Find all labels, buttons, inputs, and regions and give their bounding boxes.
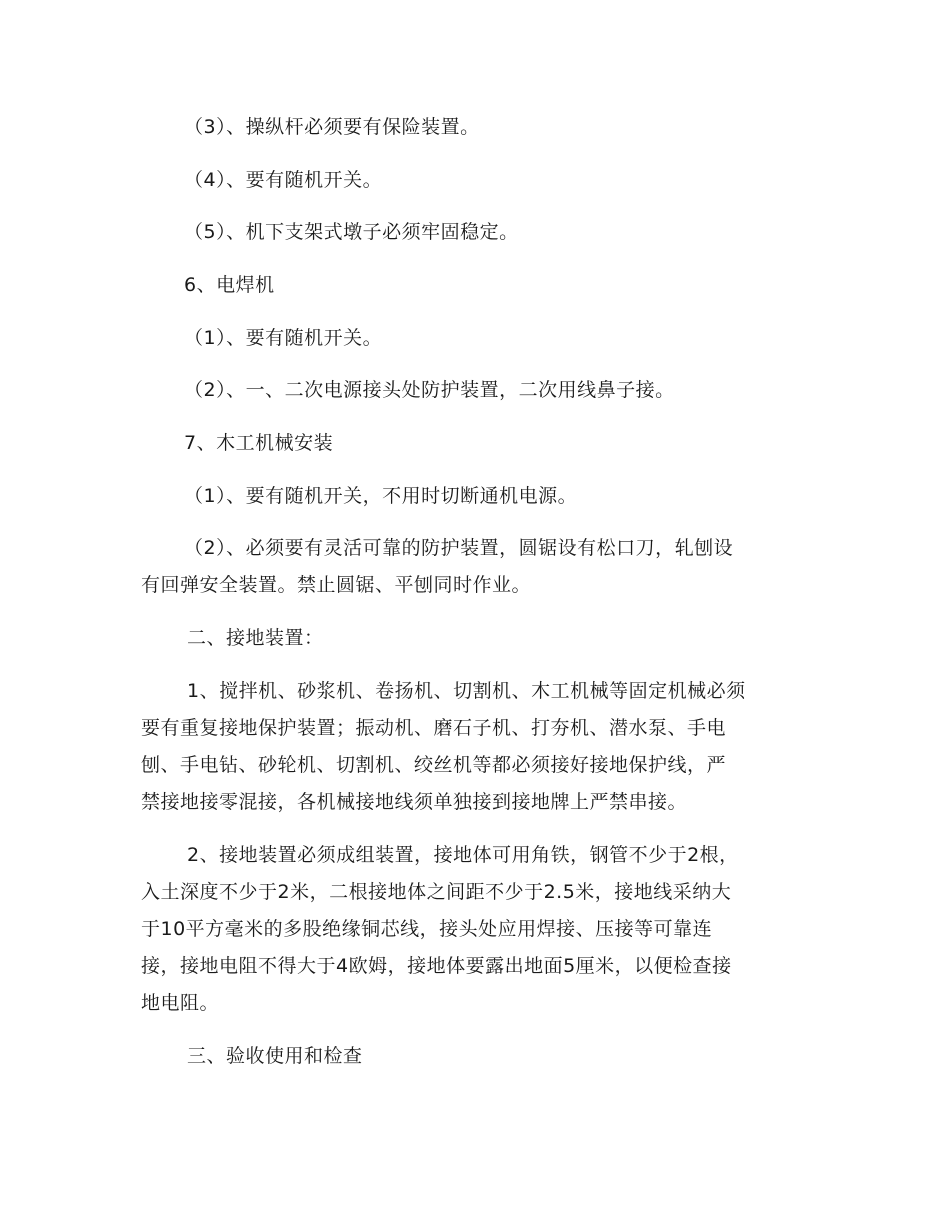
paragraph-grounding-2-line-4: 接，接地电阻不得大于4欧姆，接地体要露出地面5厘米，以便检查接	[141, 955, 732, 977]
paragraph-grounding-1-line-4: 禁接地接零混接，各机械接地线须单独接到接地牌上严禁串接。	[141, 791, 688, 813]
list-item-3-lever-safety: （3）、操纵杆必须要有保险装置。	[184, 116, 480, 138]
list-item-4-switch: （4）、要有随机开关。	[184, 169, 383, 191]
section-heading-inspection: 三、验收使用和检查	[187, 1045, 363, 1067]
paragraph-grounding-1-line-3: 刨、手电钻、砂轮机、切割机、绞丝机等都必须接好接地保护线，严	[141, 754, 727, 776]
paragraph-grounding-2-line-3: 于10平方毫米的多股绝缘铜芯线，接头处应用焊接、压接等可靠连	[141, 918, 713, 940]
list-item-welder-2: （2）、一、二次电源接头处防护装置，二次用线鼻子接。	[184, 379, 675, 401]
paragraph-grounding-2-line-5: 地电阻。	[141, 992, 220, 1014]
paragraph-grounding-1-line-1: 1、搅拌机、砂浆机、卷扬机、切割机、木工机械等固定机械必须	[187, 680, 746, 702]
paragraph-grounding-1-line-2: 要有重复接地保护装置；振动机、磨石子机、打夯机、潜水泵、手电	[141, 717, 727, 739]
paragraph-grounding-2-line-1: 2、接地装置必须成组装置，接地体可用角铁，钢管不少于2根，	[187, 844, 739, 866]
paragraph-grounding-2-line-2: 入土深度不少于2米，二根接地体之间距不少于2.5米，接地线采纳大	[141, 881, 732, 903]
list-item-wood-2: （2）、必须要有灵活可靠的防护装置，圆锯设有松口刀，轧刨设	[184, 537, 734, 559]
list-item-5-support: （5）、机下支架式墩子必须牢固稳定。	[184, 221, 519, 243]
section-heading-woodworking: 7、木工机械安装	[184, 432, 334, 454]
section-heading-grounding: 二、接地装置：	[187, 627, 324, 649]
list-item-wood-1: （1）、要有随机开关，不用时切断通机电源。	[184, 485, 578, 507]
list-item-wood-2-cont: 有回弹安全装置。禁止圆锯、平刨同时作业。	[141, 574, 532, 596]
section-heading-welder: 6、电焊机	[184, 274, 275, 296]
list-item-welder-1: （1）、要有随机开关。	[184, 327, 383, 349]
